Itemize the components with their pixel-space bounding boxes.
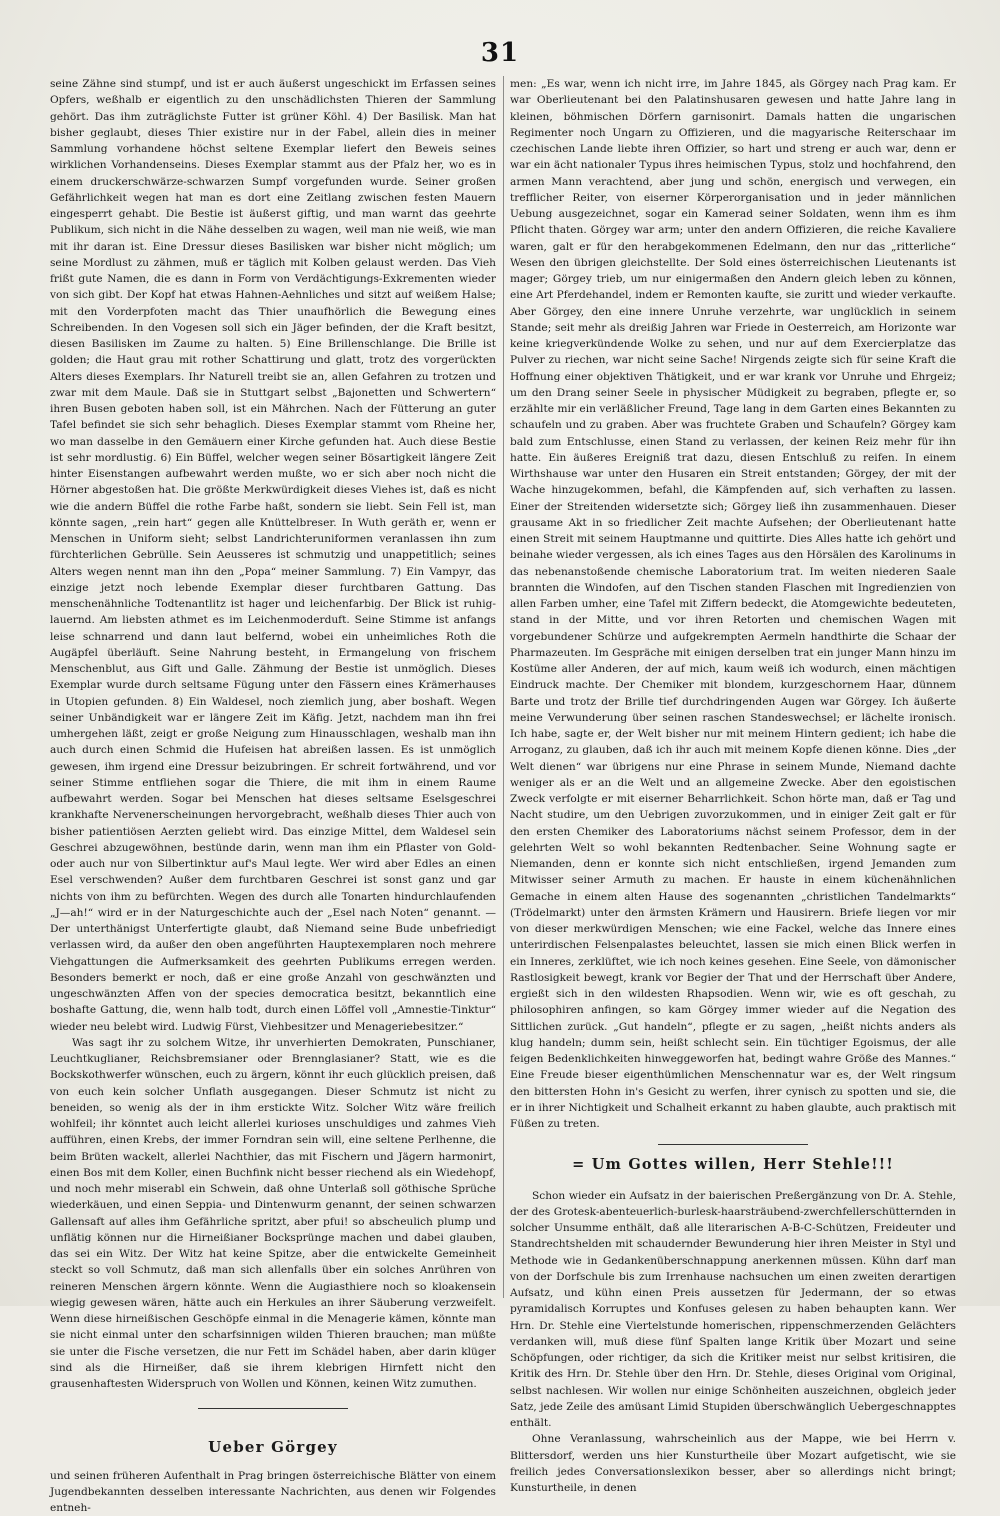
left-column [50,76,496,1298]
commentary-paragraph: Was sagt ihr zu solchem Witze, ihr unverhierten Demokraten, Punschianer, Leuchtkuglianer, Reichsbremsianer oder Brennglasianer? Statt, wie es die Bockskothwerfer wünschen, euch zu ärgern, könnt ihr euch glücklich preisen, daß von euch kein solcher Unflath ausgegangen. Dieser Schmutz ist nicht zu beneiden, so wenig als der in ihm erstickte Witz. Solcher Witz wäre freilich wohlfeil; ihr könntet auch leicht allerlei kurioses unschuldiges und zahmes Vieh aufführen, einen Krebs, der immer Forndran sein will, eine seltene Perlhenne, die beim Brüten wackelt, allerlei Nachthier, das mit Fischern und Jägern harmonirt, einen Bos mit dem Koller, einen Buchfink nicht besser riechend als ein Wiedehopf, und noch mehr miserabl ein Schwein, daß ohne Unterlaß soll göthische Sprüche wiederkäuen, und einen Seppia- und Dintenwurm genannt, der seinen schwarzen Gallensaft auf alles ihm Gefährliche spritzt, aber pfui! so abscheulich plump und unflätig können nur die Hirneißianer Bocksprünge machen und dabei glauben, das sei ein Witz. Der Witz hat keine Spitze, aber die entwickelte Gemeinheit steckt so voll Schmutz, daß man sich allenfalls über ein solches Anrühren von reineren Menschen ärgern könnte. Wenn die Augiasthiere noch so kloakensein wiegig gewesen wären, hätte auch ein Herkules an ihrer Säuberung verzweifelt. Wenn diese hirneißischen Geschöpfe einmal in die Menagerie kämen, könnte man sie nicht einmal unter den scharfsinnigen wilden Thieren brauchen; man müßte sie unter die Fische versetzen, die nur Fett im Schädel haben, aber darin klüger sind als die Hirneißer, daß sie ihrem klebrigen Hirnfett nicht den grausenhaftesten Widerspruch von Wollen und Können, keinen Witz zumuthen. [50,1035,496,1393]
menagerie-satire-paragraph: seine Zähne sind stumpf, und ist er auch äußerst ungeschickt im Erfassen seines Opfers, weßhalb er eigentlich zu den unschädlichsten Thieren der Sammlung gehört. Das ihm zuträglichste Futter ist grüner Köhl. 4) Der Basilisk. Man hat bisher geglaubt, dieses Thier existire nur in der Fabel, allein dies in meiner Sammlung vorhandene höchst seltene Exemplar liefert den Beweis seines wirklichen Vorhandenseins. Dieses Exemplar stammt aus der Pfalz her, wo es in einem druckerschwärze-schwarzen Sumpf vorgefunden wurde. Seiner großen Gefährlichkeit wegen hat man es dort eine Zeitlang zwischen festen Mauern eingesperrt gehabt. Die Bestie ist äußerst giftig, und man warnt das geehrte Publikum, sich nicht in die Nähe desselben zu wagen, weil man nie weiß, wie man mit ihr daran ist. Eine Dressur dieses Basilisken war bisher nicht möglich; um seine Mordlust zu zähmen, muß er täglich mit Kolben gelaust werden. Das Vieh frißt gute Namen, die es dann in Form von Verdächtigungs-Exkrementen wieder von sich gibt. Der Kopf hat etwas Hahnen-Aehnliches und sitzt auf weißem Halse; mit den Vorderpfoten macht das Thier unaufhörlich die Bewegung eines Schreibenden. In den Vogesen soll sich ein Jäger befinden, der die Kraft besitzt, diesen Basilisken im Zaume zu halten. 5) Eine Brillenschlange. Die Brille ist golden; die Haut grau mit rother Schattirung und glatt, trotz des vorgerückten Alters dieses Exemplars. Ihr Naturell treibt sie an, allen Gefahren zu trotzen und zwar mit dem Maule. Daß sie in Stuttgart selbst „Bajonetten und Schwertern“ ihren Busen geboten haben soll, ist ein Mährchen. Nach der Fütterung an guter Tafel befindet sie sich sehr behaglich. Dieses Exemplar stammt vom Rheine her, wo man dasselbe in den Gemäuern einer Kirche gefunden hat. Auch diese Bestie ist sehr mordlustig. 6) Ein Büffel, welcher wegen seiner Bösartigkeit längere Zeit hinter Eisenstangen aufbewahrt werden mußte, wo er sich aber noch nicht die Hörner abgestoßen hat. Die größte Merkwürdigkeit dieses Viehes ist, daß es nicht wie die andern Büffel die rothe Farbe haßt, sondern sie liebt. Sein Fell ist, man könnte sagen, „rein hart“ gegen alle Knüttelbreser. In Wuth geräth er, wenn er Menschen in Uniform sieht; selbst Landrichteruniformen veranlassen ihn zum fürchterlichen Gebrülle. Sein Aeusseres ist schmutzig und unappetitlich; seines Alters wegen nennt man ihn den „Popa“ meiner Sammlung. 7) Ein Vampyr, das einzige jetzt noch lebende Exemplar dieser furchtbaren Gattung. Das menschenähnliche Todtenantlitz ist hager und leichenfarbig. Der Blick ist ruhig-lauernd. Am liebsten athmet es im Leichenmoderduft. Seine Stimme ist anfangs leise schnarrend und dann laut belfernd, wobei ein unheimliches Roth die Augäpfel überläuft. Seine Nahrung besteht, in Ermangelung von frischem Menschenblut, aus Gift und Galle. Zähmung der Bestie ist unmöglich. Dieses Exemplar wurde durch seltsame Fügung unter den Fässern eines Krämerhauses in Utopien gefunden. 8) Ein Waldesel, noch ziemlich jung, aber boshaft. Wegen seiner Unbändigkeit war er längere Zeit im Käfig. Jetzt, nachdem man ihn frei umhergehen läßt, zeigt er große Neigung zum Hinausschlagen, weshalb man ihn auch durch einen Schmid die Hufeisen hat abreißen lassen. Es ist unmöglich gewesen, ihm irgend eine Dressur beizubringen. Er schreit fortwährend, und vor seiner Stimme entfliehen sogar die Thiere, die mit ihm in einem Raume aufbewahrt werden. Sogar bei Menschen hat dieses seltsame Eselsgeschrei krankhafte Nervenerscheinungen hervorgebracht, weßhalb dieses Thier auch von bisher patientiösen Aerzten geliebt wird. Das einzige Mittel, dem Waldesel sein Geschrei abzugewöhnen, bestünde darin, wenn man ihm ein Pflaster von Gold- oder auch nur von Silbertinktur auf's Maul legte. Wer wird aber Edles an einen Esel verschwenden? Außer dem furchtbaren Geschrei ist sonst ganz und gar nichts von ihm zu befürchten. Wegen des durch alle Tonarten hindurchlaufenden „J—ah!“ wird er in der Naturgeschichte auch der „Esel nach Noten“ genannt. — Der unterthänigst Unterfertigte glaubt, daß Niemand seine Bude unbefriedigt verlassen wird, da außer den oben angeführten Hauptexemplaren noch mehrere Viehgattungen die Aufmerksamkeit des geehrten Publikums erregen werden. Besonders bemerkt er noch, daß er eine große Anzahl von geschwänzten und ungeschwänzten Affen von der species democratica besitzt, bekanntlich eine boshafte Gattung, die, wenn halb todt, durch einen Löffel voll „Amnestie-Tinktur“ wieder neu belebt wird. Ludwig Fürst, Viehbesitzer und Menageriebesitzer.“ [50,76,496,1035]
stehle-paragraph-2: Ohne Veranlassung, wahrscheinlich aus der Mappe, wie bei Herrn v. Blittersdorf, werden uns hier Kunsturtheile über Mozart aufgetischt, wie sie freilich jedes Conversationslexikon besser, aber so allerdings nicht bringt; Kunsturtheile, in denen [510,1431,956,1496]
page-number: 31 [0,38,1000,68]
goergey-intro-paragraph: und seinen früheren Aufenthalt in Prag bringen österreichische Blätter von einem Jugendbekannten desselben interessante Nachrichten, aus denen wir Folgendes entneh- [50,1468,496,1516]
goergey-report-paragraph: men: „Es war, wenn ich nicht irre, im Jahre 1845, als Görgey nach Prag kam. Er war Oberlieutenant bei den Palatinshusaren gewesen und hatte Jahre lang in kleinen, böhmischen Dörfern garnisonirt. Damals hatten die ungarischen Regimenter noch Ungarn zu Offizieren, und die magyarische Reiterschaar im czechischen Lande liebte ihren Offizier, so hart und streng er auch war, denn er war ein ächt nationaler Typus ihres heimischen Typus, stolz und hochfahrend, den armen Mann verachtend, aber jung und schön, energisch und verwegen, ein trefflicher Reiter, von eiserner Körperorganisation und in jeder männlichen Uebung ausgezeichnet, sogar ein Kamerad seiner Soldaten, wenn ihm es ihm Pflicht thaten. Görgey war arm; unter den andern Offizieren, die reiche Kavaliere waren, galt er für den herabgekommenen Edelmann, den nur das „ritterliche“ Wesen den übrigen gleichstellte. Der Sold eines österreichischen Lieutenants ist mager; Görgey trieb, um nur einigermaßen den Andern gleich leben zu können, eine Art Pferdehandel, indem er Remonten kaufte, sie zuritt und wieder verkaufte. Aber Görgey, den eine innere Unruhe verzehrte, war unglücklich in seinem Stande; seit mehr als dreißig Jahren war Friede in Oesterreich, am Horizonte war keine kriegverkündende Wolke zu sehen, und nur auf dem Exercierplatze das Pulver zu riechen, war nicht seine Sache! Nirgends zeigte sich für seine Kraft die Hoffnung einer objektiven Thätigkeit, und er war krank vor Unruhe und Ehrgeiz; um den Drang seiner Seele in physischer Müdigkeit zu begraben, pflegte er, so erzählte mir ein verläßlicher Freund, Tage lang in dem Garten eines Bekannten zu schaufeln und zu graben. Aber was fruchtete Graben und Schaufeln? Görgey kam bald zum Entschlusse, einen Stand zu verlassen, der keinen Reiz mehr für ihn hatte. Ein äußeres Ereigniß trat dazu, diesen Entschluß zu reifen. In einem Wirthshause war unter den Husaren ein Streit entstanden; Görgey, der mit der Wache hinzugekommen, befahl, die Kämpfenden auf, sich verhaften zu lassen. Einer der Streitenden widersetzte sich; Görgey ließ ihn zusammenhauen. Dieser grausame Akt in so friedlicher Zeit machte Aufsehen; der Oberlieutenant hatte einen Streit mit seinem Hauptmanne und quittirte. Dies Alles hatte ich gehört und beinahe wieder vergessen, als ich eines Tages aus den Hörsälen des Karolinums in das nebenanstoßende chemische Laboratorium trat. Im weiten niederen Saale brannten die Windofen, auf den Tischen standen Flaschen mit Ingredienzien von allen Farben umher, eine Tafel mit Ziffern bedeckt, die Atomgewichte bedeuteten, stand in der Mitte, und vor ihren Retorten und chemischen Wagen mit vorgebundener Schürze und aufgekrempten Aermeln handthirte die Schaar der Pharmazeuten. Im Gespräche mit einigen derselben trat ein junger Mann hinzu im Kostüme aller Anderen, der auf mich, kaum weiß ich wodurch, einen mächtigen Eindruck machte. Der Chemiker mit blondem, kurzgeschornem Haar, dünnem Barte und trotz der Brille tief durchdringenden Augen war Görgey. Ich äußerte meine Verwunderung über seinen raschen Standeswechsel; er lächelte ironisch. Ich habe, sagte er, der Welt bisher nur mit meinem Hintern gedient; ich habe die Arroganz, zu glauben, daß ich ihr auch mit meinem Kopfe dienen könne. Dies „der Welt dienen“ war übrigens nur eine Phrase in seinem Munde, Niemand dachte weniger als er an die Welt und an allgemeine Zwecke. Aber den egoistischen Zweck verfolgte er mit eiserner Beharrlichkeit. Schon hörte man, daß er Tag und Nacht studire, um den Uebrigen zuvorzukommen, und in einiger Zeit galt er für den ersten Chemiker des Laboratoriums nächst seinem Professor, dem in der gelehrten Welt so wohl bekannten Redtenbacher. Seine Wohnung sagte er Niemanden, denn er konnte sich nicht entschließen, irgend Jemanden zum Mitwisser seiner Armuth zu machen. Er hauste in einem küchenähnlichen Gemache in einem alten Hause des sogenannten „christlichen Tandelmarkts“ (Trödelmarkt) unter den ärmsten Krämern und Hausirern. Briefe liegen vor mir von dieser merkwürdigen Menschen; wie eine Fackel, welche das Innere eines unterirdischen Felsenpalastes beleuchtet, lassen sie mich einen Blick werfen in ein Inneres, zerklüftet, wie ich noch keines gesehen. Eine Seele, von dämonischer Rastlosigkeit bewegt, krank vor Begier der That und der Herrschaft über Andere, ergießt sich in den wildesten Rhapsodien. Wenn wir, wie es oft geschah, zu philosophiren anfingen, so kam Görgey immer wieder auf die Negation des Sittlichen zurück. „Gut handeln“, pflegte er zu sagen, „heißt nichts anders als klug handeln; dumm sein, heißt schlecht sein. Ein tüchtiger Egoismus, der alle feigen Bedenklichkeiten hinweggeworfen hat, bedingt wahre Größe des Mannes.“ Eine Freude bieser eigenthümlichen Menschennatur war es, der Welt ringsum den bittersten Hohn in's Gesicht zu werfen, ihrer cynisch zu spotten und sie, die er in ihrer Nichtigkeit und Schalheit erkannt zu haben glaubte, auch praktisch mit Füßen zu treten. [510,76,956,1132]
section-rule [198,1408,348,1409]
heading-herr-stehle: = Um Gottes willen, Herr Stehle!!! [510,1157,956,1173]
section-rule-right [658,1144,808,1145]
stehle-paragraph-1: Schon wieder ein Aufsatz in der baierischen Preßergänzung von Dr. A. Stehle, der des Grotesk-abenteuerlich-burlesk-haarsträubend-zwerchfellerschütternden in solcher Unsumme enthält, daß alle literarischen A-B-C-Schützen, Freideuter und Standrechtshelden mit schaudernder Bewunderung hier ihren Meister in Styl und Methode wie in Gedankenüberschnappung anerkennen müssen. Kühn darf man von der Dorfschule bis zum Irrenhause nachsuchen um einen zweiten derartigen Aufsatz, und kühn einen Preis aussetzen für Jedermann, der so etwas pyramidalisch Korruptes und Konfuses gelesen zu haben behaupten kann. Wer Hrn. Dr. Stehle eine Viertelstunde homerischen, rippenschmerzenden Gelächters verdanken will, muß diese fünf Spalten lange Kritik über Mozart und seine Schöpfungen, oder richtiger, da sich die Kritiker meist nur selbst kritisiren, die Kritik des Hrn. Dr. Stehle über den Hrn. Dr. Stehle, dieses Original vom Original, selbst nachlesen. Wir wollen nur einige Schönheiten auszeichnen, obgleich jeder Satz, jede Zeile des amüsant Limid Stupiden überschwänglich Uebergeschnapptes enthält. [510,1188,956,1432]
right-column [510,76,956,1298]
heading-ueber-goergey: Ueber Görgey [50,1439,496,1455]
column-divider [503,76,504,1298]
